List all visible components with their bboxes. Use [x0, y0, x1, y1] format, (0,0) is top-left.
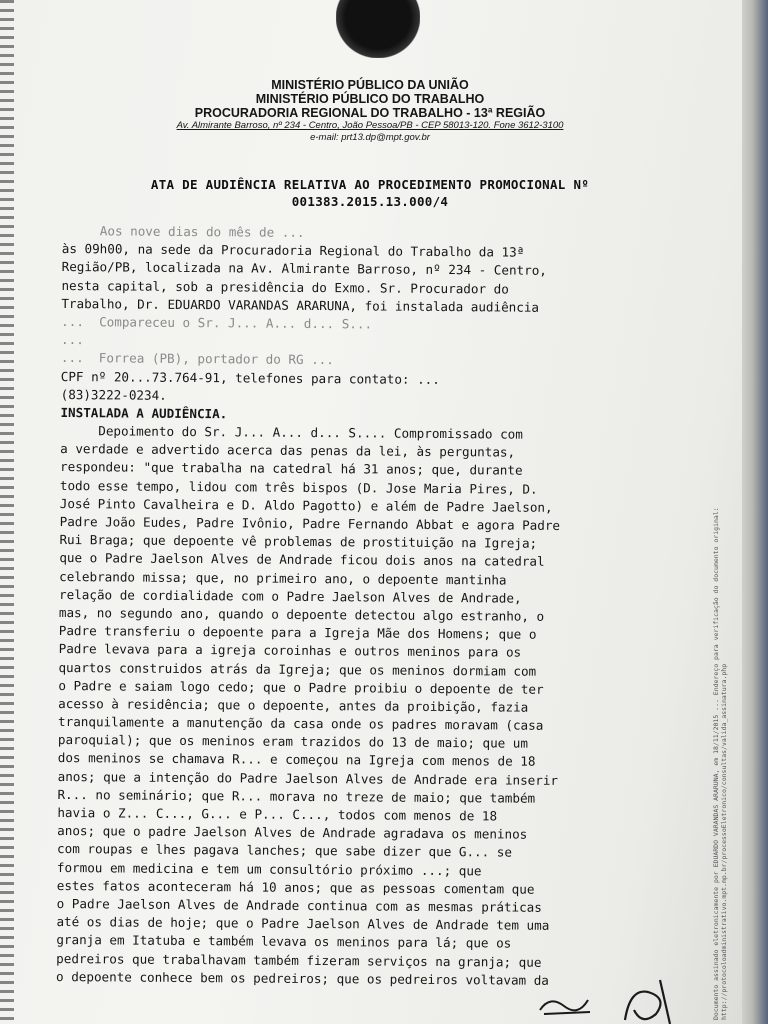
body-line: José Pinto Cavalheira e D. Aldo Pagotto) e além de Padre Jaelson,	[59, 495, 553, 515]
body-line: (83)3222-0234.	[60, 386, 167, 403]
body-line: todo esse tempo, lidou com três bispos (D. Jose Maria Pires, D.	[59, 477, 538, 497]
body-line: paroquial); que os meninos eram trazidos do 13 de maio; que um	[57, 732, 529, 751]
body-line: mas, no segundo ano, quando o depoente detectou algo estranho, o	[58, 604, 545, 624]
body-line: Padre levava para a igreja coroinhas e outros meninos para os	[58, 641, 522, 660]
body-line: Padre transferiu o depoente para a Igreja Mãe dos Homens; que o	[58, 623, 537, 642]
body-line: Região/PB, localizada na Av. Almirante Barroso, nº 234 - Centro,	[61, 259, 547, 279]
body-line: dos meninos se chamava R... e começou na Igreja com menos de 18	[57, 750, 536, 770]
body-line: celebrando missa; que, no primeiro ano, o depoente mantinha	[59, 568, 507, 588]
body-line: o Padre e saiam logo cedo; que o Padre proibiu o depoente de ter	[58, 677, 544, 697]
body-line: relação de cordialidade com o Padre Jaelson Alves de Andrade,	[59, 586, 522, 606]
body-line: Padre João Eudes, Padre Ivônio, Padre Fernando Abbat e agora Padre	[59, 513, 561, 533]
body-line: com roupas e lhes pagava lanches; que sabe dizer que G... se	[57, 841, 513, 860]
body-line: estes fatos aconteceram há 10 anos; que as pessoas comentam que	[56, 877, 535, 897]
letterhead	[140, 78, 600, 144]
body-line: tranquilamente a manutenção da casa onde os padres moravam (casa	[58, 714, 544, 733]
body-line: acesso à residência; que o depoente, antes da proibição, fazia	[58, 695, 529, 715]
body-line: formou em medicina e tem um consultório próximo ...; que	[56, 859, 482, 878]
body-line: ... Forrea (PB), portador do RG ...	[60, 350, 334, 368]
body-line: às 09h00, na sede da Procuradoria Regional do Trabalho da 13ª	[61, 241, 525, 260]
electronic-signature-note: Documento assinado eletronicamente por EDUARDO VARANDAS ARARUNA, em 18/11/2015 ... Endereço para verificação do documento original: http://protocoloadministrativo.mpt.mp.br/processoEletronico/consultas/valida_assinatura.php	[712, 507, 728, 1020]
handwritten-signature	[530, 970, 710, 1024]
document-title	[100, 176, 640, 210]
title-line-1: ATA DE AUDIÊNCIA RELATIVA AO PROCEDIMENTO PROMOCIONAL Nº	[150, 177, 590, 192]
header-email: e-mail: prt13.dp@mpt.gov.br	[310, 132, 430, 143]
body-line: anos; que o padre Jaelson Alves de Andrade agradava os meninos	[57, 823, 528, 842]
body-line: pedreiros que trabalhavam também fizeram serviços na granja; que	[56, 950, 542, 970]
body-line: Rui Braga; que depoente vê problemas de prostituição na Igreja;	[59, 532, 538, 551]
section-heading: INSTALADA A AUDIÊNCIA.	[60, 404, 228, 422]
body-line: o Padre Jaelson Alves de Andrade continua com as mesmas práticas	[56, 895, 542, 915]
body-line: CPF nº 20...73.764-91, telefones para contato: ...	[60, 368, 440, 387]
body-line: o depoente conhece bem os pedreiros; que os pedreiros voltavam da	[56, 968, 549, 988]
body-line: R... no seminário; que R... morava no treze de maio; que também	[57, 786, 536, 806]
body-line: anos; que a intenção do Padre Jaelson Alves de Andrade era inserir	[57, 768, 559, 788]
document-body	[56, 222, 702, 1009]
header-line-2: MINISTÉRIO PÚBLICO DO TRABALHO	[255, 92, 485, 106]
body-line: até os dias de hoje; que o Padre Jaelson Alves de Andrade tem uma	[56, 914, 550, 933]
body-line: ... Compareceu o Sr. J... A... d... S...	[61, 313, 373, 332]
background-edge	[742, 0, 768, 1024]
body-line: Depoimento do Sr. J... A... d... S.... Compromissado com	[60, 423, 523, 442]
scan-edge-marks	[0, 0, 14, 1024]
header-line-3: PROCURADORIA REGIONAL DO TRABALHO - 13ª REGIÃO	[194, 106, 546, 120]
header-line-1: MINISTÉRIO PÚBLICO DA UNIÃO	[271, 78, 469, 92]
body-line: nesta capital, sob a presidência do Exmo. Sr. Procurador do	[61, 277, 509, 297]
body-line: a verdade e advertido acerca das penas da lei, às perguntas,	[60, 441, 516, 460]
body-line: ...	[61, 332, 84, 348]
body-line: que o Padre Jaelson Alves de Andrade ficou dois anos na catedral	[59, 550, 545, 570]
body-line: quartos construidos atrás da Igreja; que os meninos dormiam com	[58, 659, 537, 679]
header-address: Av. Almirante Barroso, nº 234 - Centro, João Pessoa/PB - CEP 58013-120. Fone 3612-3100	[176, 120, 564, 131]
body-line: respondeu: "que trabalha na catedral há 31 anos; que, durante	[60, 459, 523, 479]
title-line-2: 001383.2015.13.000/4	[291, 194, 449, 209]
body-line: Trabalho, Dr. EDUARDO VARANDAS ARARUNA, foi instalada audiência	[61, 295, 540, 315]
coat-of-arms-seal	[336, 0, 420, 58]
body-line: Aos nove dias do mês de ...	[61, 222, 305, 240]
body-line: granja em Itatuba e também levava os meninos para lá; que os	[56, 932, 512, 951]
body-line: havia o Z... C..., G... e P... C..., todos com menos de 18	[57, 804, 498, 824]
